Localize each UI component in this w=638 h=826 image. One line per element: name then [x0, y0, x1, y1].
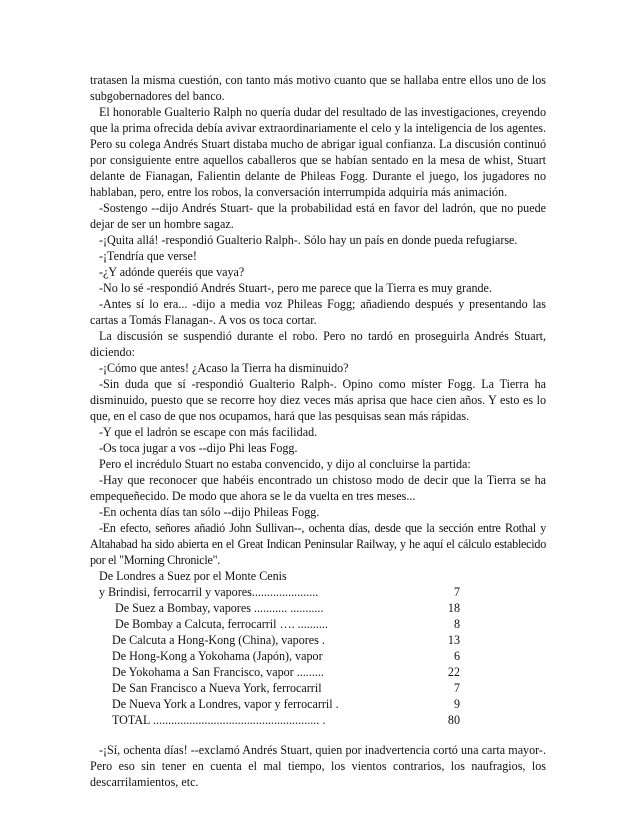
- itinerary-total-row: [90, 712, 546, 728]
- itinerary-table: [90, 568, 546, 728]
- paragraph-9: La discusión se suspendió durante el robo. Pero no tardó en proseguirla Andrés Stuart, diciendo:: [90, 329, 546, 359]
- itinerary-heading: De Londres a Suez por el Monte Cenis: [99, 569, 287, 583]
- paragraph-17: -En efecto, señores añadió John Sullivan--, ochenta días, desde que la sección entre Rothal y Altahabad ha sido abierta en el Great Indican Peninsular Railway, y he aquí el cálculo establecido por el "Morning Chronicle".: [90, 521, 546, 567]
- itinerary-row: [90, 648, 546, 664]
- paragraph-10: -¡Cómo que antes! ¿Acaso la Tierra ha disminuido?: [99, 361, 349, 375]
- paragraph-18: -¡Sí, ochenta días! --exclamó Andrés Stuart, quien por inadvertencia cortó una carta mayor-. Pero eso sin tener en cuenta el mal tiempo, los vientos contrarios, los naufragios, los descarrilamientos, etc.: [90, 743, 546, 789]
- itinerary-days: 6: [453, 649, 460, 663]
- itinerary-route: De Hong-Kong a Yokohama (Japón), vapor: [112, 649, 323, 663]
- itinerary-row: [90, 616, 546, 632]
- itinerary-total-days: 80: [447, 713, 460, 727]
- itinerary-days: 13: [447, 633, 460, 647]
- paragraph-8: -Antes sí lo era... -dijo a media voz Phileas Fogg; añadiendo después y presentando las cartas a Tomás Flanagan-. A vos os toca cortar.: [90, 297, 546, 327]
- paragraph-3: -Sostengo --dijo Andrés Stuart- que la probabilidad está en favor del ladrón, que no puede dejar de ser un hombre sagaz.: [90, 201, 546, 231]
- itinerary-route: y Brindisi, ferrocarril y vapores......................: [99, 585, 319, 599]
- itinerary-route: De Calcuta a Hong-Kong (China), vapores .: [112, 633, 325, 647]
- itinerary-route: De Suez a Bombay, vapores ........... ...........: [115, 601, 324, 615]
- paragraph-6: -¿Y adónde queréis que vaya?: [99, 265, 245, 279]
- itinerary-route: De Nueva York a Londres, vapor y ferrocarril .: [112, 697, 339, 711]
- itinerary-row: [90, 584, 546, 600]
- itinerary-row: [90, 664, 546, 680]
- itinerary-days: 7: [453, 681, 460, 695]
- itinerary-total-label: TOTAL ....................................................... .: [112, 713, 326, 727]
- paragraph-15: -Hay que reconocer que habéis encontrado un chistoso modo de decir que la Tierra se ha empequeñecido. De modo que ahora se le da vuelta en tres meses...: [90, 473, 546, 503]
- paragraph-12: -Y que el ladrón se escape con más facilidad.: [99, 425, 318, 439]
- paragraph-4: -¡Quita allá! -respondió Gualterio Ralph-. Sólo hay un país en donde pueda refugiarse.: [99, 233, 518, 247]
- itinerary-row: [90, 632, 546, 648]
- itinerary-route: De Yokohama a San Francisco, vapor .........: [112, 665, 324, 679]
- paragraph-14: Pero el incrédulo Stuart no estaba convencido, y dijo al concluirse la partida:: [99, 457, 471, 471]
- itinerary-days: 7: [453, 585, 460, 599]
- paragraph-16: -En ochenta días tan sólo --dijo Phileas Fogg.: [99, 505, 320, 519]
- itinerary-route: De Bombay a Calcuta, ferrocarril …. ..........: [115, 617, 328, 631]
- paragraph-11: -Sin duda que sí -respondió Gualterio Ralph-. Opino como míster Fogg. La Tierra ha disminuido, puesto que se recorre hoy diez veces más aprisa que hace cien años. Y esto es lo que, en el caso de que nos ocupamos, hará que las pesquisas sean más rápidas.: [90, 377, 546, 423]
- paragraph-13: -Os toca jugar a vos --dijo Phi leas Fogg.: [99, 441, 298, 455]
- itinerary-row: [90, 696, 546, 712]
- spacer: [90, 728, 546, 742]
- itinerary-days: 9: [453, 697, 460, 711]
- itinerary-days: 22: [447, 665, 460, 679]
- paragraph-7: -No lo sé -respondió Andrés Stuart-, pero me parece que la Tierra es muy grande.: [99, 281, 492, 295]
- itinerary-route: De San Francisco a Nueva York, ferrocarril: [112, 681, 322, 695]
- paragraph-2: El honorable Gualterio Ralph no quería dudar del resultado de las investigaciones, creyendo que la prima ofrecida debía avivar extraordinariamente el celo y la inteligencia de los agentes. Pero su colega Andrés Stuart distaba mucho de abrigar igual confianza. La discusión continuó por consiguiente entre aquellos caballeros que se habían sentado en la mesa de whist, Stuart delante de Fianagan, Falientin delante de Phileas Fogg. Durante el juego, los jugadores no hablaban, pero, entre los robos, la conversación interrumpida adquiría más animación.: [90, 105, 546, 199]
- itinerary-row: [90, 680, 546, 696]
- book-page: [90, 72, 546, 790]
- itinerary-row: [90, 600, 546, 616]
- paragraph-5: -¡Tendría que verse!: [99, 249, 197, 263]
- itinerary-days: 18: [447, 601, 460, 615]
- itinerary-days: 8: [453, 617, 460, 631]
- paragraph-1: tratasen la misma cuestión, con tanto más motivo cuanto que se hallaba entre ellos uno de los subgobernadores del banco.: [90, 73, 546, 103]
